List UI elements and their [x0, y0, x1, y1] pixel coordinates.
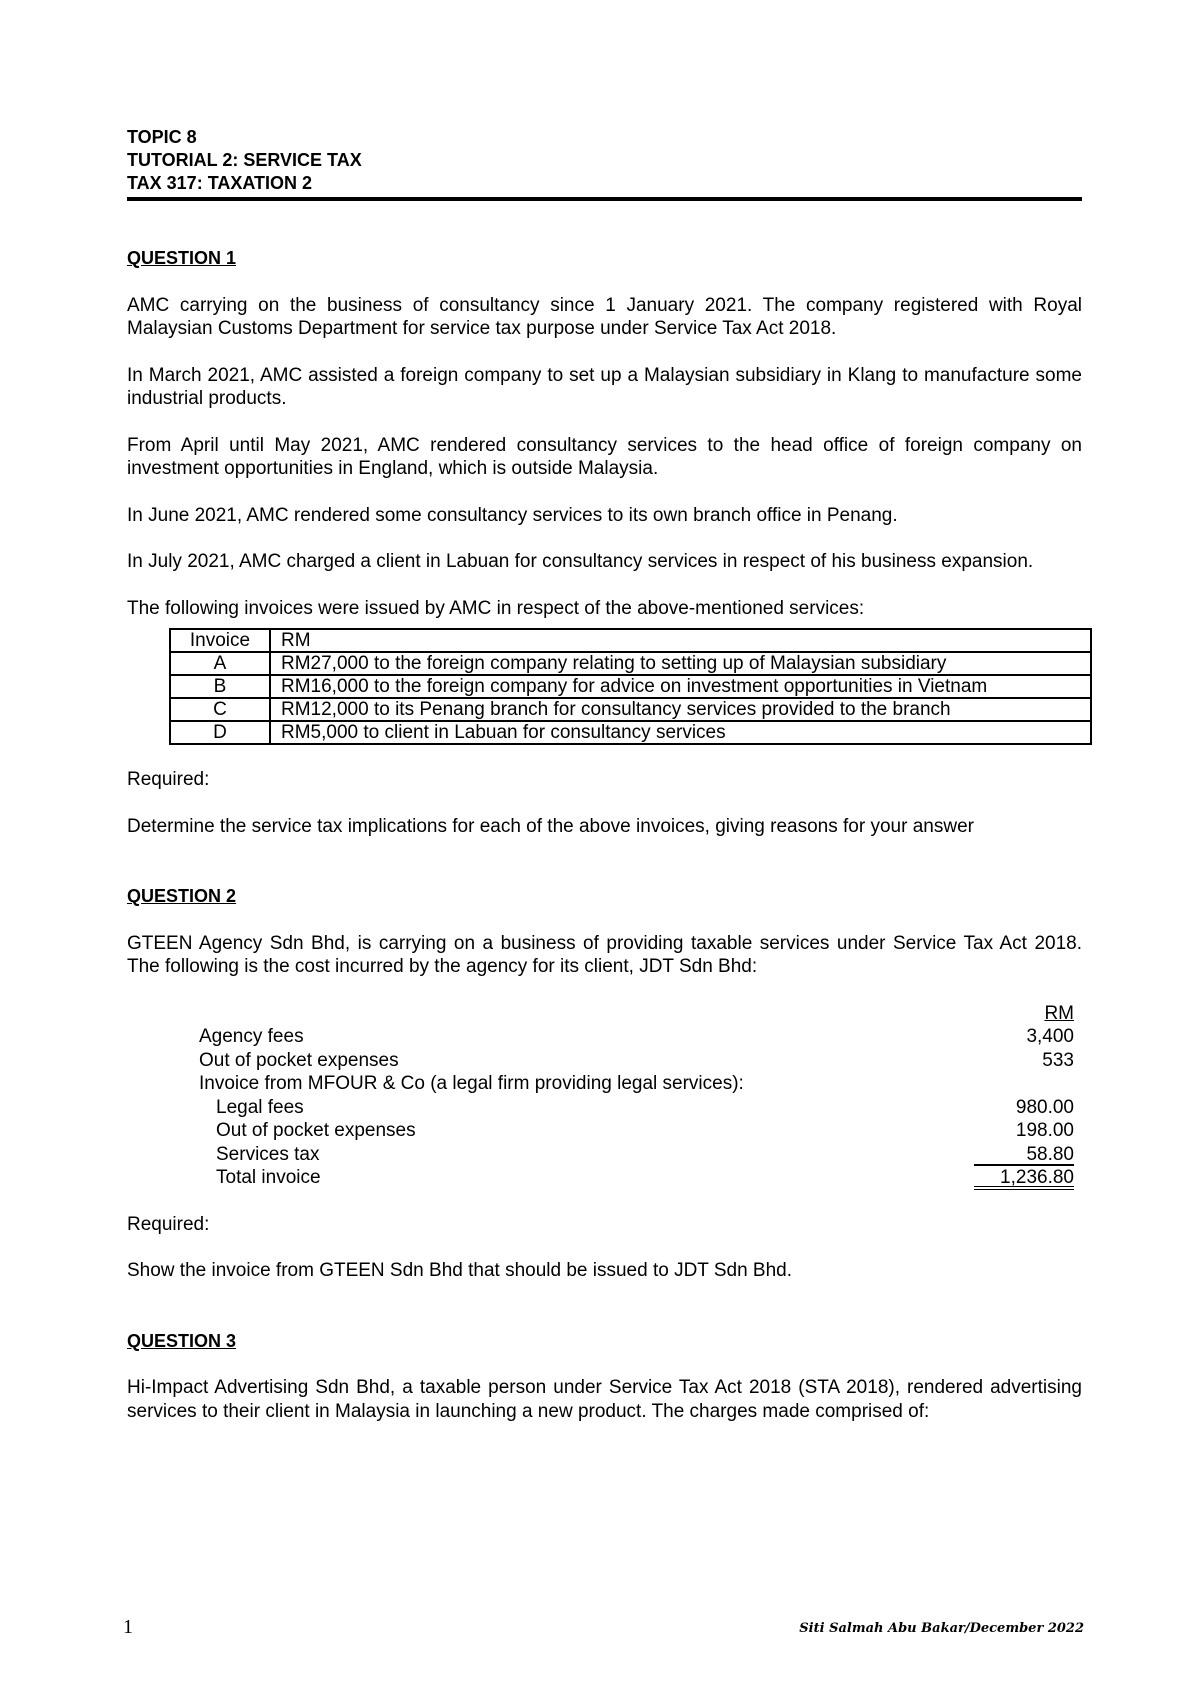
question-2 [127, 885, 1082, 1283]
q1-paragraph: In March 2021, AMC assisted a foreign company to set up a Malaysian subsidiary in Klang to manufacture some industrial products. [127, 364, 1082, 409]
q1-paragraph: From April until May 2021, AMC rendered consultancy services to the head office of foreign company on investment opportunities in England, which is outside Malaysia. [127, 434, 1082, 479]
cost-label: Invoice from MFOUR & Co (a legal firm providing legal services): [199, 1073, 744, 1094]
q1-paragraph: In July 2021, AMC charged a client in Labuan for consultancy services in respect of his business expansion. [127, 551, 1034, 572]
q1-paragraph: The following invoices were issued by AMC in respect of the above-mentioned services: [127, 597, 865, 619]
cost-label: Total invoice [216, 1167, 321, 1188]
table-row [170, 652, 1091, 675]
page-content [127, 126, 1082, 1446]
page-number: 1 [123, 1616, 133, 1638]
header-rule [127, 197, 1082, 201]
q1-task: Determine the service tax implications for each of the above invoices, giving reasons for your answer [127, 815, 974, 837]
tutorial-line: TUTORIAL 2: SERVICE TAX [127, 150, 362, 170]
invoice-table [169, 628, 1092, 745]
cost-row [199, 1096, 1074, 1120]
table-row [170, 721, 1091, 744]
q3-intro: Hi-Impact Advertising Sdn Bhd, a taxable person under Service Tax Act 2018 (STA 2018), rendered advertising services to their client in Malaysia in launching a new product. The charges made comprised of: [127, 1377, 1082, 1422]
section-gap [127, 1306, 1082, 1330]
q2-required-label: Required: [127, 1213, 210, 1235]
cost-row [199, 1072, 1074, 1096]
table-cell: D [170, 721, 270, 744]
cost-row [199, 1143, 1074, 1167]
section-gap [127, 861, 1082, 885]
q1-required-label: Required: [127, 769, 210, 790]
table-cell: RM12,000 to its Penang branch for consultancy services provided to the branch [270, 698, 1091, 721]
table-cell: RM5,000 to client in Labuan for consultancy services [270, 721, 1091, 744]
footer-author: Siti Salmah Abu Bakar/December 2022 [799, 1621, 1084, 1636]
question-1-title: QUESTION 1 [127, 248, 237, 268]
question-3 [127, 1330, 1082, 1424]
q1-paragraph: In June 2021, AMC rendered some consultancy services to its own branch office in Penang. [127, 504, 898, 526]
table-cell: RM16,000 to the foreign company for advice on investment opportunities in Vietnam [270, 675, 1091, 698]
table-header-row [170, 629, 1091, 652]
cost-amount: 533 [1042, 1049, 1074, 1071]
table-cell: A [170, 652, 270, 675]
cost-amount: 3,400 [1026, 1026, 1074, 1047]
cost-amount: 198.00 [1015, 1120, 1074, 1141]
cost-breakdown [199, 1002, 1074, 1190]
cost-row [199, 1119, 1074, 1143]
cost-total-row [199, 1166, 1074, 1190]
q2-task: Show the invoice from GTEEN Sdn Bhd that should be issued to JDT Sdn Bhd. [127, 1260, 793, 1281]
table-cell: RM27,000 to the foreign company relating to setting up of Malaysian subsidiary [270, 652, 1091, 675]
course-line: TAX 317: TAXATION 2 [127, 173, 313, 193]
document-header [127, 126, 1082, 201]
q1-paragraph: AMC carrying on the business of consultancy since 1 January 2021. The company registered with Royal Malaysian Customs Department for service tax purpose under Service Tax Act 2018. [127, 294, 1082, 339]
table-row [170, 675, 1091, 698]
cost-row [199, 1049, 1074, 1073]
table-cell: B [170, 675, 270, 698]
topic-line: TOPIC 8 [127, 127, 197, 147]
cost-row [199, 1025, 1074, 1049]
cost-total-amount: 1,236.80 [974, 1166, 1074, 1190]
cost-label: Services tax [216, 1143, 320, 1165]
currency-header: RM [1044, 1002, 1074, 1024]
cost-label: Agency fees [199, 1026, 304, 1047]
cost-label: Out of pocket expenses [216, 1120, 416, 1141]
cost-amount: 980.00 [1015, 1096, 1074, 1118]
table-header-cell: RM [270, 629, 1091, 652]
cost-amount: 58.80 [974, 1143, 1074, 1167]
question-1 [127, 247, 1082, 838]
question-2-title: QUESTION 2 [127, 886, 237, 906]
cost-header-row [199, 1002, 1074, 1026]
question-3-title: QUESTION 3 [127, 1330, 237, 1351]
table-row [170, 698, 1091, 721]
table-header-cell: Invoice [170, 629, 270, 652]
cost-label: Out of pocket expenses [199, 1049, 399, 1071]
cost-amount [974, 1072, 1074, 1096]
table-cell: C [170, 698, 270, 721]
q2-intro: GTEEN Agency Sdn Bhd, is carrying on a business of providing taxable services under Service Tax Act 2018. The following is the cost incurred by the agency for its client, JDT Sdn Bhd: [127, 932, 1082, 977]
cost-label: Legal fees [216, 1096, 304, 1118]
